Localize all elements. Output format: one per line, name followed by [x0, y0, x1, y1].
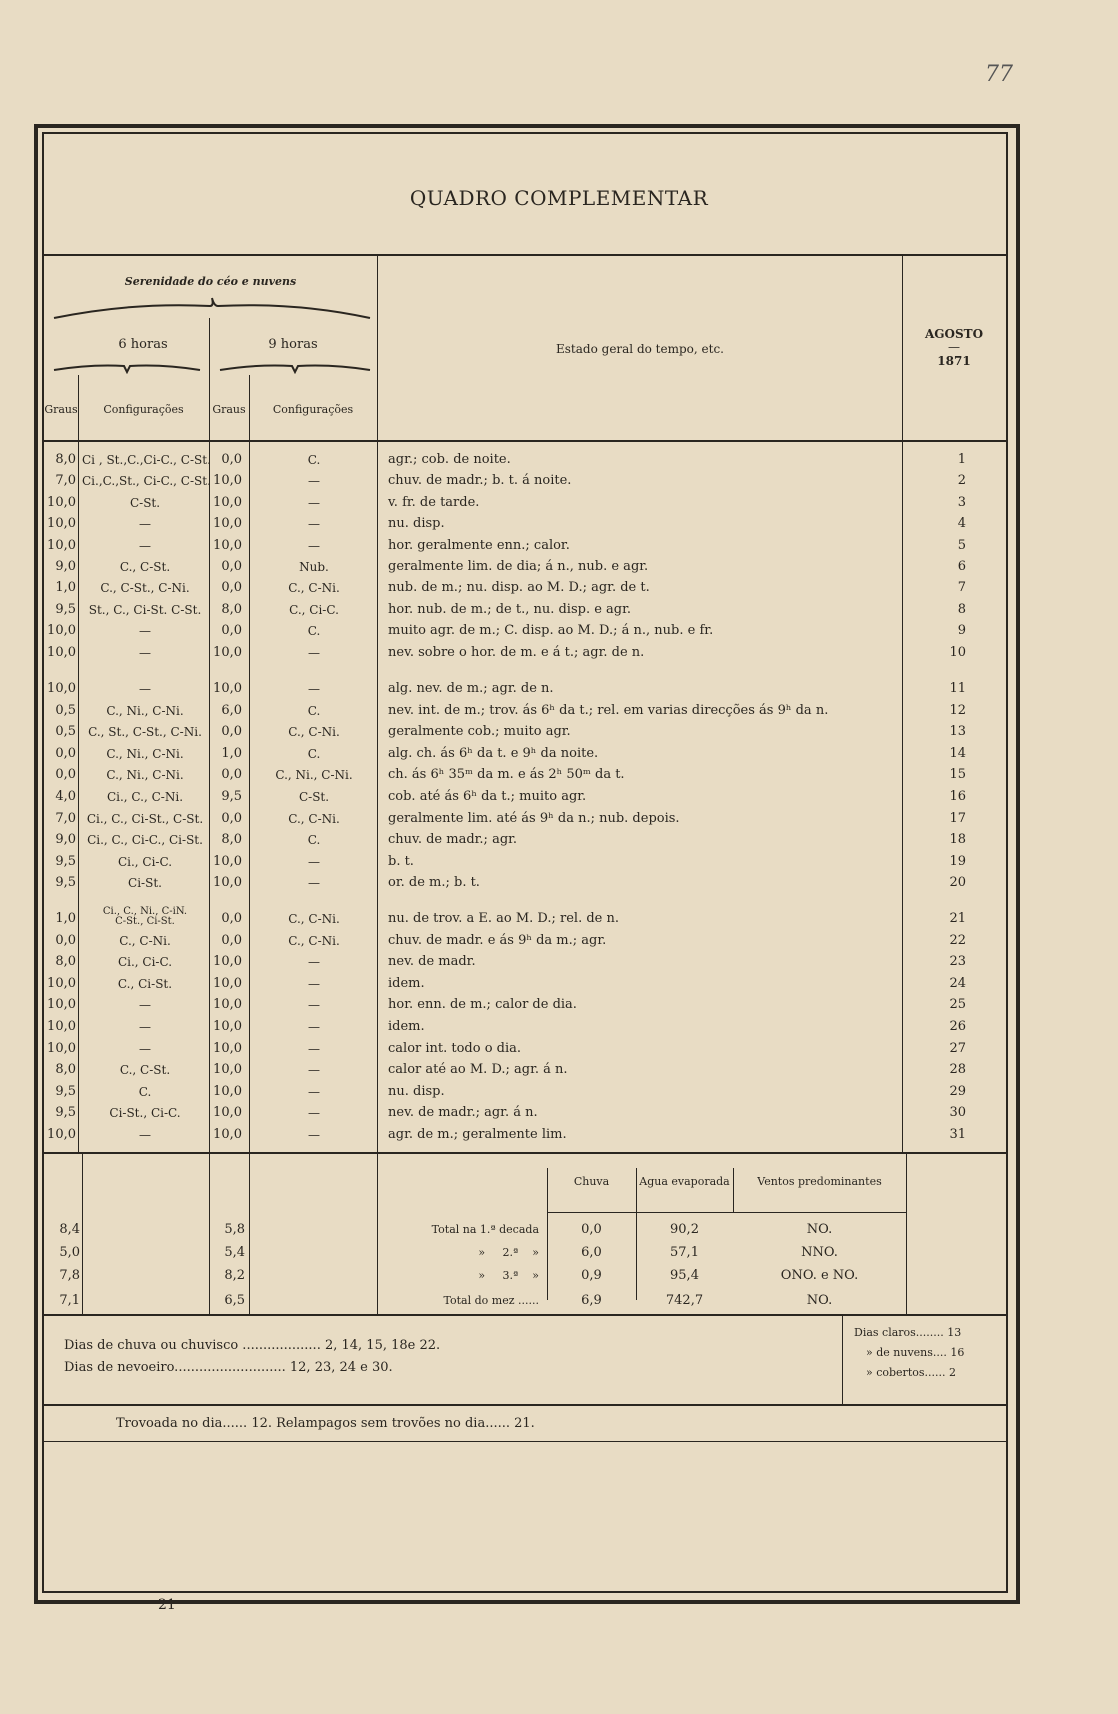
cell-config-6h: Ci., Ci-C. — [117, 955, 173, 970]
totals-label: » 2.ª » — [478, 1246, 539, 1259]
summary-dias-nuvens: » de nuvens.... 16 — [866, 1346, 965, 1359]
cell-graus-6h: 8,0 — [55, 452, 76, 467]
summary-top-rule — [44, 1314, 1006, 1316]
cell-config-6h: C., Ni., C-Ni. — [106, 768, 184, 783]
table-row — [0, 906, 1118, 929]
cell-config-9h: C. — [307, 746, 321, 761]
cell-estado: chuv. de madr.; b. t. á noite. — [388, 473, 572, 489]
totals-graus-6h: 7,8 — [59, 1268, 80, 1283]
cell-config-9h: C., C-Ni. — [288, 912, 340, 926]
cell-estado: chuv. de madr. e ás 9ʰ da m.; agr. — [388, 932, 607, 948]
table-row — [0, 452, 1118, 470]
cell-day: 9 — [957, 623, 966, 639]
cell-day: 2 — [957, 473, 966, 489]
cell-estado: chuv. de madr.; agr. — [388, 832, 518, 848]
cell-graus-9h: 0,0 — [221, 623, 242, 639]
totals-ventos: NO. — [806, 1293, 833, 1308]
brace-9h-icon — [218, 358, 372, 374]
totals-graus-9h: 5,4 — [224, 1245, 245, 1260]
totals-head-ventos: Ventos predominantes — [757, 1175, 882, 1188]
cell-config-9h: C. — [307, 703, 321, 718]
cell-config-9h: C-St. — [298, 790, 330, 804]
cell-config-9h: — — [308, 1063, 320, 1078]
cell-config-9h: C. — [307, 453, 321, 467]
cell-config-6h: Ci.,C.,St., Ci-C., C-St. — [82, 474, 211, 489]
cell-day: 27 — [949, 1040, 966, 1056]
cell-config-6h: Ci., C., Ci-St., C-St. — [86, 811, 204, 826]
cell-graus-9h: 8,0 — [221, 601, 242, 617]
table-row — [0, 854, 1118, 872]
summary-bottom-rule — [44, 1404, 1006, 1406]
cell-config-9h: — — [308, 876, 320, 891]
header-9-horas: 9 horas — [268, 337, 318, 352]
cell-graus-6h: 4,0 — [55, 789, 76, 804]
cell-config-9h: — — [308, 854, 320, 869]
cell-graus-6h: 8,0 — [55, 1062, 76, 1078]
cell-config-9h: C., Ni., C-Ni. — [275, 768, 353, 783]
header-graus-2: Graus — [212, 403, 246, 416]
cell-graus-9h: 9,5 — [221, 789, 242, 804]
cell-config-6h: C., C-Ni. — [119, 933, 171, 948]
totals-chuva: 0,9 — [581, 1268, 602, 1283]
cell-graus-9h: 10,0 — [213, 954, 242, 970]
totals-rule-g1 — [82, 1154, 83, 1314]
cell-config-6h: Ci-St. — [128, 876, 162, 891]
cell-graus-9h: 10,0 — [213, 644, 242, 660]
cell-graus-6h: 1,0 — [55, 911, 76, 926]
summary-dias-claros: Dias claros........ 13 — [854, 1326, 962, 1339]
cell-day: 26 — [949, 1019, 966, 1034]
totals-agua: 90,2 — [670, 1222, 699, 1237]
cell-day: 21 — [949, 911, 966, 926]
cell-config-6h: — — [139, 517, 151, 532]
cell-graus-6h: 8,0 — [55, 954, 76, 970]
cell-config-9h: Nub. — [299, 560, 329, 574]
cell-graus-6h: 0,0 — [55, 932, 76, 948]
cell-graus-6h: 9,5 — [55, 853, 76, 869]
cell-graus-6h: 0,0 — [55, 767, 76, 783]
totals-ventos: NNO. — [801, 1245, 838, 1260]
cell-config-9h: — — [308, 998, 320, 1013]
table-row — [0, 1062, 1118, 1080]
table-row — [0, 811, 1118, 829]
header-bottom-rule — [44, 440, 1006, 442]
cell-config-6h: — — [139, 1020, 151, 1034]
cell-config-6h: C., C-St. — [119, 1063, 171, 1078]
totals-label: Total na 1.ª decada — [431, 1223, 539, 1236]
cell-graus-9h: 10,0 — [213, 1127, 242, 1142]
cell-estado: calor até ao M. D.; agr. á n. — [388, 1062, 568, 1078]
totals-ventos: ONO. e NO. — [780, 1268, 859, 1283]
cell-graus-6h: 10,0 — [47, 997, 76, 1013]
cell-config-9h: — — [308, 976, 320, 991]
cell-config-6h: C., Ni., C-Ni. — [106, 746, 184, 761]
cell-day: 1 — [957, 452, 966, 467]
table-row — [0, 1019, 1118, 1037]
cell-graus-6h: 10,0 — [47, 494, 76, 510]
totals-graus-6h: 8,4 — [59, 1222, 80, 1237]
cell-day: 20 — [949, 875, 966, 891]
cell-graus-9h: 10,0 — [213, 516, 242, 532]
cell-config-6h: — — [139, 682, 151, 696]
totals-agua: 57,1 — [670, 1245, 699, 1260]
header-year: 1871 — [937, 354, 971, 368]
cell-graus-6h: 10,0 — [47, 681, 76, 696]
totals-head-agua: Agua evaporada — [639, 1175, 730, 1188]
cell-config-9h: — — [308, 1020, 320, 1034]
cell-estado: nu. disp. — [388, 1083, 445, 1099]
cell-config-6h: Ci-St., Ci-C. — [109, 1106, 181, 1121]
cell-graus-6h: 0,5 — [55, 724, 76, 740]
cell-config-6h: Ci., C., Ci-C., Ci-St. — [87, 833, 203, 848]
cell-graus-6h: 10,0 — [47, 644, 76, 660]
table-row — [0, 645, 1118, 663]
header-6-horas: 6 horas — [118, 337, 168, 352]
cell-config-9h: — — [308, 955, 320, 970]
table-row — [0, 1084, 1118, 1102]
cell-estado: hor. enn. de m.; calor de dia. — [388, 997, 577, 1013]
cell-graus-9h: 10,0 — [213, 1083, 242, 1099]
cell-config-9h: — — [308, 474, 320, 489]
table-row — [0, 559, 1118, 577]
cell-estado: hor. geralmente enn.; calor. — [388, 537, 570, 553]
cell-config-9h: C., C-Ni. — [288, 725, 340, 740]
table-row — [0, 976, 1118, 994]
cell-estado: v. fr. de tarde. — [388, 494, 480, 510]
cell-graus-6h: 9,5 — [55, 601, 76, 617]
cell-graus-9h: 0,0 — [221, 452, 242, 467]
cell-estado: geralmente cob.; muito agr. — [388, 724, 571, 740]
cell-graus-9h: 10,0 — [213, 1062, 242, 1078]
totals-top-rule — [44, 1152, 1006, 1154]
table-row — [0, 954, 1118, 972]
table-row — [0, 1127, 1118, 1145]
cell-config-6h: Ci , St.,C.,Ci-C., C-St. — [82, 453, 211, 467]
cell-config-9h: — — [308, 495, 320, 510]
cell-day: 19 — [949, 853, 966, 869]
cell-graus-9h: 0,0 — [221, 810, 242, 826]
totals-label: » 3.ª » — [478, 1269, 539, 1282]
cell-graus-9h: 10,0 — [213, 975, 242, 991]
brace-top-icon — [52, 296, 372, 320]
totals-graus-9h: 5,8 — [224, 1222, 245, 1237]
cell-config-6h: — — [139, 624, 151, 639]
cell-day: 22 — [949, 932, 966, 948]
cell-graus-9h: 0,0 — [221, 932, 242, 948]
totals-head-chuva: Chuva — [573, 1175, 610, 1188]
cell-graus-9h: 10,0 — [213, 997, 242, 1013]
header-top-rule — [44, 254, 1006, 256]
header-month-dash: — — [948, 340, 960, 354]
cell-day: 3 — [957, 494, 966, 510]
cell-estado: nev. de madr. — [388, 954, 476, 970]
totals-chuva: 6,0 — [581, 1245, 602, 1260]
cell-estado: muito agr. de m.; C. disp. ao M. D.; á n., nub. e fr. — [388, 623, 714, 639]
cell-day: 8 — [957, 601, 966, 617]
cell-graus-6h: 10,0 — [47, 1127, 76, 1142]
header-month: AGOSTO — [924, 327, 984, 341]
table-row — [0, 473, 1118, 491]
totals-agua: 95,4 — [670, 1268, 699, 1283]
cell-estado: nev. de madr.; agr. á n. — [388, 1105, 538, 1121]
table-row — [0, 1105, 1118, 1123]
cell-graus-9h: 0,0 — [221, 559, 242, 574]
cell-graus-6h: 9,5 — [55, 1105, 76, 1121]
cell-estado: alg. ch. ás 6ʰ da t. e 9ʰ da noite. — [388, 745, 599, 761]
header-rule-mid — [209, 318, 210, 440]
totals-graus-9h: 6,5 — [224, 1293, 245, 1308]
cell-day: 13 — [949, 724, 966, 740]
cell-graus-6h: 10,0 — [47, 623, 76, 639]
cell-estado: b. t. — [388, 853, 414, 869]
cell-config-9h: C. — [307, 624, 321, 639]
table-row — [0, 580, 1118, 598]
cell-day: 29 — [949, 1083, 966, 1099]
cell-graus-6h: 7,0 — [55, 473, 76, 489]
cell-config-9h: — — [308, 1041, 320, 1056]
cell-config-6h: — — [139, 645, 151, 660]
cell-config-6h: — — [139, 1128, 151, 1142]
cell-graus-6h: 9,5 — [55, 1083, 76, 1099]
cell-estado: nu. de trov. a E. ao M. D.; rel. de n. — [388, 911, 619, 926]
cell-graus-9h: 10,0 — [213, 853, 242, 869]
footer-number: 21 — [158, 1597, 176, 1613]
cell-config-9h: C. — [307, 833, 321, 848]
table-row — [0, 724, 1118, 742]
cell-config-6h: C., St., C-St., C-Ni. — [88, 725, 202, 740]
cell-config-9h: C., C-Ni. — [288, 811, 340, 826]
table-row — [0, 1041, 1118, 1059]
table-row — [0, 538, 1118, 556]
totals-rule-label — [377, 1154, 378, 1314]
page-number: 77 — [985, 62, 1013, 87]
cell-day: 15 — [949, 767, 966, 783]
cell-graus-6h: 0,0 — [55, 745, 76, 761]
cell-graus-6h: 9,5 — [55, 875, 76, 891]
cell-estado: or. de m.; b. t. — [388, 875, 480, 891]
cell-graus-9h: 10,0 — [213, 1019, 242, 1034]
cell-config-6h: C., C-St. — [119, 560, 171, 574]
header-config-2: Configurações — [272, 403, 354, 416]
cell-day: 24 — [949, 975, 966, 991]
cell-estado: nub. de m.; nu. disp. ao M. D.; agr. de t. — [388, 580, 650, 596]
cell-day: 5 — [957, 537, 966, 553]
cell-graus-6h: 10,0 — [47, 1040, 76, 1056]
cell-day: 12 — [949, 702, 966, 718]
cell-config-6h: C., Ci-St. — [117, 976, 173, 991]
brace-6h-icon — [52, 358, 202, 374]
cell-day: 10 — [949, 644, 966, 660]
cell-day: 18 — [949, 832, 966, 848]
cell-config-9h: C., C-Ni. — [288, 581, 340, 596]
cell-config-6h: Ci., C., Ni., C-iN. C-St., Ci-St. — [102, 906, 188, 927]
cell-estado: agr.; cob. de noite. — [388, 452, 511, 467]
cell-graus-9h: 10,0 — [213, 494, 242, 510]
cell-config-9h: — — [308, 1084, 320, 1099]
cell-day: 25 — [949, 997, 966, 1013]
cell-graus-6h: 9,0 — [55, 832, 76, 848]
serenidade-heading: Serenidade do céo e nuvens — [124, 275, 297, 288]
summary-trovoada: Trovoada no dia...... 12. Relampagos sem trovões no dia...... 21. — [116, 1416, 535, 1431]
table-row — [0, 933, 1118, 951]
cell-graus-9h: 0,0 — [221, 580, 242, 596]
cell-graus-9h: 10,0 — [213, 681, 242, 696]
cell-estado: nu. disp. — [388, 516, 445, 532]
cell-estado: cob. até ás 6ʰ da t.; muito agr. — [388, 789, 587, 804]
cell-day: 23 — [949, 954, 966, 970]
totals-chuva: 0,0 — [581, 1222, 602, 1237]
header-graus-1: Graus — [44, 403, 78, 416]
table-row — [0, 875, 1118, 893]
totals-chuva: 6,9 — [581, 1293, 602, 1308]
table-row — [0, 703, 1118, 721]
cell-config-9h: — — [308, 1106, 320, 1121]
cell-config-6h: — — [139, 1041, 151, 1056]
cell-graus-9h: 0,0 — [221, 724, 242, 740]
cell-day: 14 — [949, 745, 966, 761]
cell-day: 17 — [949, 810, 966, 826]
cell-config-6h: — — [139, 998, 151, 1013]
cell-config-6h: C. — [138, 1084, 152, 1099]
cell-estado: nev. sobre o hor. de m. e á t.; agr. de n. — [388, 644, 645, 660]
totals-rule-right — [906, 1154, 907, 1314]
table-row — [0, 997, 1118, 1015]
cell-estado: idem. — [388, 975, 425, 991]
header-config-1: Configurações — [103, 403, 184, 416]
table-row — [0, 623, 1118, 641]
totals-graus-6h: 5,0 — [59, 1245, 80, 1260]
cell-estado: calor int. todo o dia. — [388, 1040, 522, 1056]
cell-day: 6 — [957, 559, 966, 574]
cell-graus-6h: 7,0 — [55, 810, 76, 826]
summary-rule-right — [842, 1316, 843, 1404]
cell-config-9h: C., C-Ni. — [288, 933, 340, 948]
cell-estado: geralmente lim. até ás 9ʰ da n.; nub. depois. — [388, 810, 680, 826]
summary-dias-chuva: Dias de chuva ou chuvisco ................... 2, 14, 15, 18e 22. — [64, 1338, 441, 1353]
cell-day: 11 — [949, 681, 966, 696]
cell-graus-9h: 10,0 — [213, 473, 242, 489]
table-row — [0, 767, 1118, 785]
table-row — [0, 746, 1118, 764]
cell-estado: agr. de m.; geralmente lim. — [388, 1127, 567, 1142]
totals-rule-g2 — [249, 1154, 250, 1314]
table-row — [0, 516, 1118, 534]
cell-graus-9h: 10,0 — [213, 1105, 242, 1121]
cell-day: 7 — [957, 580, 966, 596]
cell-config-9h: — — [308, 538, 320, 553]
table-row — [0, 602, 1118, 620]
cell-graus-9h: 6,0 — [221, 702, 242, 718]
cell-estado: geralmente lim. de dia; á n., nub. e agr. — [388, 559, 649, 574]
cell-estado: nev. int. de m.; trov. ás 6ʰ da t.; rel. em varias direcções ás 9ʰ da n. — [388, 702, 829, 718]
header-estado: Estado geral do tempo, etc. — [556, 342, 724, 356]
cell-estado: ch. ás 6ʰ 35ᵐ da m. e ás 2ʰ 50ᵐ da t. — [388, 767, 625, 783]
cell-estado: hor. nub. de m.; de t., nu. disp. e agr. — [388, 601, 632, 617]
summary-dias-nevoeiro: Dias de nevoeiro........................... 12, 23, 24 e 30. — [64, 1360, 393, 1375]
cell-config-9h: C., Ci-C. — [289, 602, 339, 617]
cell-day: 30 — [949, 1105, 966, 1121]
cell-day: 31 — [949, 1127, 966, 1142]
cell-config-6h: — — [139, 538, 151, 553]
cell-graus-6h: 0,5 — [55, 702, 76, 718]
cell-estado: idem. — [388, 1019, 425, 1034]
cell-graus-6h: 1,0 — [55, 580, 76, 596]
cell-graus-9h: 8,0 — [221, 832, 242, 848]
cell-config-6h: St., C., Ci-St. C-St. — [88, 602, 202, 617]
cell-graus-9h: 0,0 — [221, 911, 242, 926]
cell-day: 16 — [949, 789, 966, 804]
totals-ventos: NO. — [806, 1222, 833, 1237]
summary-dias-cobertos: » cobertos...... 2 — [866, 1366, 956, 1379]
cell-graus-6h: 9,0 — [55, 559, 76, 574]
cell-graus-9h: 10,0 — [213, 537, 242, 553]
cell-estado: alg. nev. de m.; agr. de n. — [388, 681, 554, 696]
cell-day: 4 — [957, 516, 966, 532]
cell-config-6h: C-St. — [129, 495, 161, 510]
cell-graus-6h: 10,0 — [47, 975, 76, 991]
cell-graus-9h: 0,0 — [221, 767, 242, 783]
cell-config-9h: — — [308, 645, 320, 660]
totals-head-rule — [547, 1212, 906, 1213]
cell-config-9h: — — [308, 682, 320, 696]
cell-config-6h: C., Ni., C-Ni. — [106, 703, 184, 718]
summary-final-rule — [44, 1441, 1006, 1442]
totals-label: Total do mez ...... — [443, 1294, 539, 1307]
cell-graus-9h: 10,0 — [213, 1040, 242, 1056]
cell-graus-6h: 10,0 — [47, 1019, 76, 1034]
cell-graus-9h: 1,0 — [221, 745, 242, 761]
cell-config-6h: C., C-St., C-Ni. — [100, 581, 190, 596]
cell-graus-9h: 10,0 — [213, 875, 242, 891]
totals-agua: 742,7 — [665, 1293, 704, 1308]
cell-graus-6h: 10,0 — [47, 516, 76, 532]
cell-config-6h: Ci., Ci-C. — [117, 854, 173, 869]
cell-graus-6h: 10,0 — [47, 537, 76, 553]
cell-config-9h: — — [308, 517, 320, 532]
totals-graus-6h: 7,1 — [59, 1293, 80, 1308]
table-row — [0, 681, 1118, 699]
page-title: QUADRO COMPLEMENTAR — [409, 186, 709, 210]
cell-day: 28 — [949, 1062, 966, 1078]
cell-config-6h: Ci., C., C-Ni. — [106, 790, 184, 804]
table-row — [0, 789, 1118, 807]
cell-config-9h: — — [308, 1128, 320, 1142]
table-row — [0, 832, 1118, 850]
totals-graus-9h: 8,2 — [224, 1268, 245, 1283]
table-row — [0, 495, 1118, 513]
